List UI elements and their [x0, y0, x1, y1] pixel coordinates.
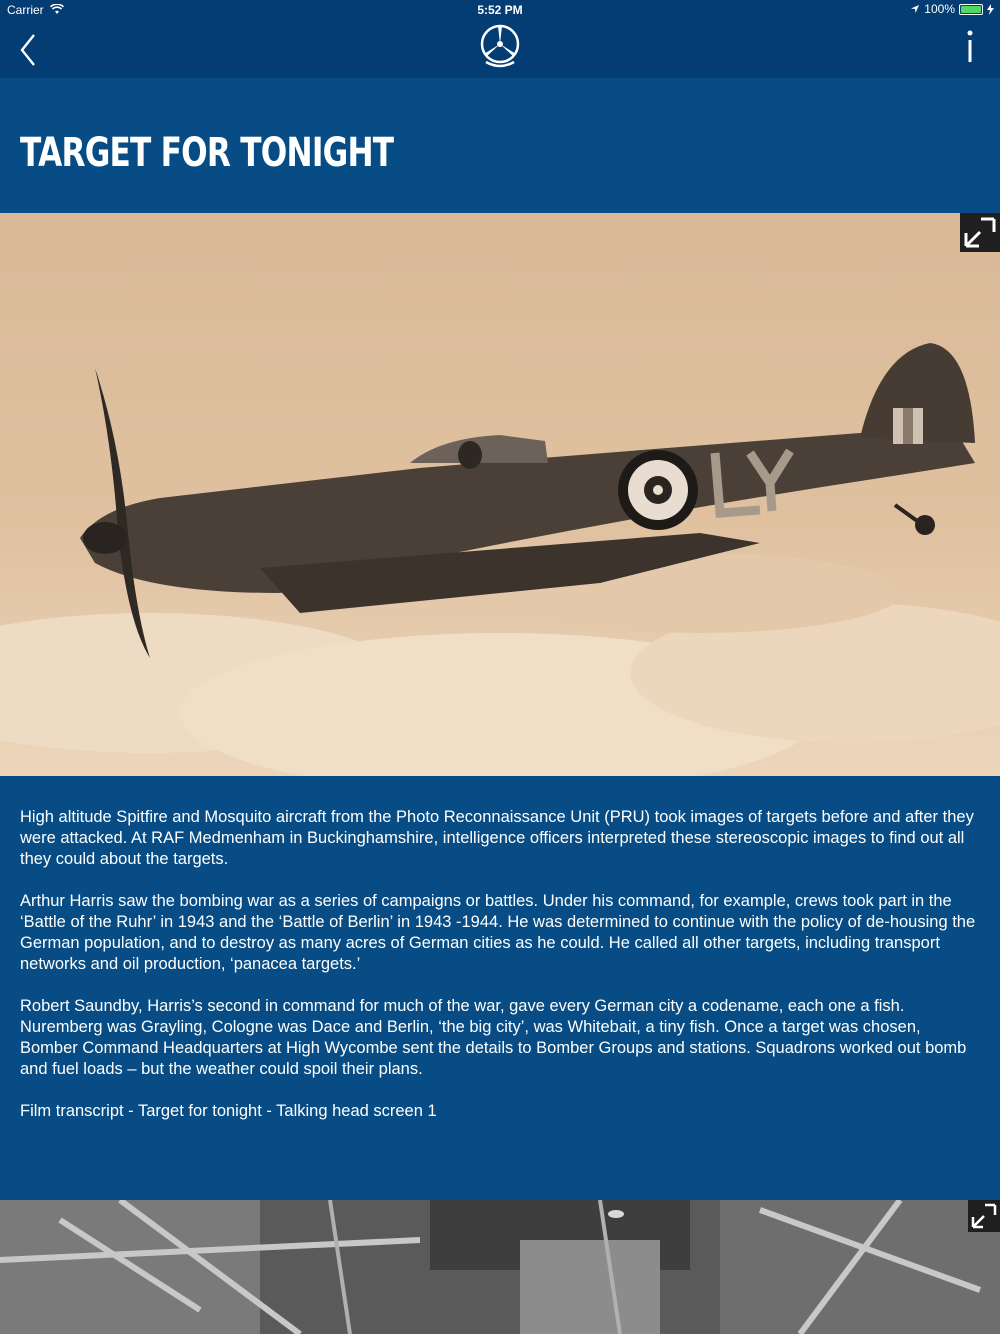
aerial-reconnaissance-photo: [0, 1200, 1000, 1334]
second-image[interactable]: [0, 1200, 1000, 1334]
paragraph: High altitude Spitfire and Mosquito aircraft from the Photo Reconnaissance Unit (PRU) took images of targets before and after they were attacked. At RAF Medmenham in Buckinghamshire, intelligence officers interpreted these stereoscopic images to find out all they could about the targets.: [20, 808, 974, 868]
expand-image-button[interactable]: [960, 213, 1000, 252]
expand-icon: [960, 213, 1000, 252]
info-icon: [962, 28, 978, 64]
hero-image[interactable]: [0, 213, 1000, 776]
navigation-bar: [0, 20, 1000, 78]
clock: 5:52 PM: [477, 3, 523, 17]
page-title: TARGET FOR TONIGHT: [20, 130, 394, 176]
expand-image-button[interactable]: [968, 1200, 1000, 1232]
page-header: [0, 78, 1000, 213]
paragraph: Robert Saundby, Harris’s second in command for much of the war, gave every German city a codename, each one a fish. Nuremberg was Grayling, Cologne was Dace and Berlin, ‘the big city’, was Whitebait, a tiny fish. Once a target was chosen, Bomber Command Headquarters at High Wycombe sent the details to Bomber Groups and stations. Squadrons worked out bomb and fuel loads – but the weather could spoil their plans.: [20, 997, 967, 1078]
back-button[interactable]: [14, 26, 44, 66]
chevron-left-icon: [14, 26, 44, 66]
battery-icon: [959, 4, 983, 15]
location-arrow-icon: [910, 4, 920, 14]
expand-icon: [968, 1200, 1000, 1232]
info-button[interactable]: [962, 28, 978, 64]
film-transcript-caption: Film transcript - Target for tonight - Talking head screen 1: [20, 1102, 437, 1120]
spitfire-aircraft-photo: [0, 213, 1000, 776]
paragraph: Arthur Harris saw the bombing war as a series of campaigns or battles. Under his command, for example, crews took part in the ‘Battle of the Ruhr’ in 1943 and the ‘Battle of Berlin’ in 1943 -1944. He was determined to continue with the policy of de-housing the German population, and to destroy as many acres of German cities as he could. He called all other targets, including transport networks and oil production, ‘panacea targets.’: [20, 892, 976, 973]
battery-percent: 100%: [924, 2, 955, 16]
article-body: [20, 807, 980, 1143]
carrier-label: Carrier: [7, 3, 44, 17]
charging-bolt-icon: [987, 4, 994, 15]
status-bar: [0, 0, 1000, 20]
propeller-logo-icon: [476, 22, 524, 70]
